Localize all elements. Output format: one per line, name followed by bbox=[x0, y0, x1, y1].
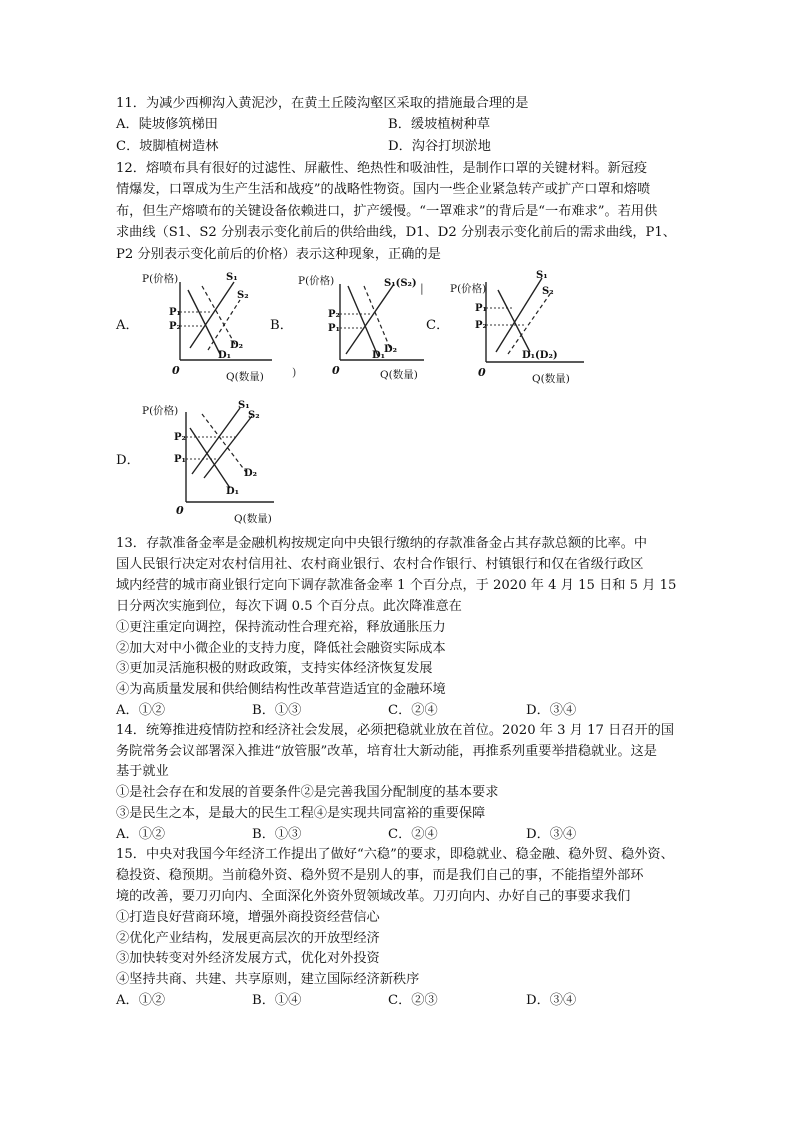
q13-option-b: B．①③ bbox=[252, 703, 302, 718]
q12-option-a-letter: A． bbox=[116, 318, 139, 333]
s1-label: S₁ bbox=[536, 270, 548, 281]
q13-stem-line-2: 国人民银行决定对农村信用社、农村商业银行、农村合作银行、村镇银行和仅在省级行政区 bbox=[116, 557, 644, 572]
q13-option-c: C．②④ bbox=[388, 703, 438, 718]
supply-curve-s1 bbox=[496, 278, 542, 352]
s2-label: S₂ bbox=[542, 286, 554, 297]
s2-label: S₂ bbox=[237, 290, 249, 301]
p-top-label: P₁ bbox=[475, 303, 487, 314]
q15-item-1: ①打造良好营商环境，增强外商投资经营信心 bbox=[116, 910, 380, 925]
q13-item-1: ①更注重定向调控，保持流动性合理充裕，释放通胀压力 bbox=[116, 620, 446, 635]
p-top-label: P₂ bbox=[174, 432, 186, 443]
y-axis-label: P(价格) bbox=[142, 405, 179, 417]
supply-demand-graph-a bbox=[140, 268, 280, 384]
q15-option-c: C．②③ bbox=[388, 993, 438, 1008]
q15-item-3: ③加快转变对外经济发展方式，优化对外投资 bbox=[116, 951, 380, 966]
q12-option-c-letter: C． bbox=[426, 318, 450, 333]
q15-item-4: ④坚持共商、共建、共享原则，建立国际经济新秩序 bbox=[116, 972, 420, 987]
q14-option-d: D．③④ bbox=[526, 827, 577, 842]
p-top-label: P₁ bbox=[169, 307, 181, 318]
s1-label: S₁ bbox=[226, 272, 238, 283]
q15-option-a: A．①② bbox=[116, 993, 166, 1008]
d1-label: D₁ bbox=[372, 350, 386, 361]
q11-option-a: A．陡坡修筑梯田 bbox=[116, 117, 218, 132]
origin-label: 0 bbox=[172, 364, 180, 377]
q12-stem-line-4: 求曲线（S1、S2 分别表示变化前后的供给曲线，D1、D2 分别表示变化前后的需求曲线，P1、 bbox=[116, 225, 676, 240]
d2-label: D₂ bbox=[230, 340, 244, 351]
d1-label: D₁ bbox=[226, 486, 240, 497]
q12-stem-line-5: P2 分别表示变化前后的价格）表示这种现象，正确的是 bbox=[116, 247, 441, 262]
q14-stem-line-3: 基于就业 bbox=[116, 764, 169, 779]
q14-stem-line-2: 务院常务会议部署深入推进“放管服”改革，培育壮大新动能，再推系列重要举措稳就业。这是 bbox=[116, 744, 657, 759]
q13-item-4: ④为高质量发展和供给侧结构性改革营造适宜的金融环境 bbox=[116, 682, 446, 697]
q12-option-b-letter: B． bbox=[270, 318, 293, 333]
supply-curve-s2 bbox=[508, 294, 550, 354]
p-bottom-label: P₁ bbox=[328, 323, 340, 334]
d1-label: D₁ bbox=[218, 350, 232, 361]
supply-demand-graph-b bbox=[294, 270, 434, 384]
q13-option-a: A．①② bbox=[116, 703, 166, 718]
origin-label: 0 bbox=[478, 366, 486, 379]
p-bottom-label: P₂ bbox=[475, 320, 487, 331]
q13-item-2: ②加大对中小微企业的支持力度，降低社会融资实际成本 bbox=[116, 641, 446, 656]
q12-stem-line-3: 布，但生产熔喷布的关键设备依赖进口，扩产缓慢。“一罩难求”的背后是“一布难求”。若用供 bbox=[116, 204, 658, 219]
q13-stem-line-3: 域内经营的城市商业银行定向下调存款准备金率 1 个百分点，于 2020 年 4 月 15 日和 5 月 15 bbox=[116, 578, 677, 593]
d2-label: D₂ bbox=[244, 468, 258, 479]
q11-option-d: D．沟谷打坝淤地 bbox=[388, 139, 491, 154]
q15-stem-line-3: 境的改善，要刀刃向内、全面深化外资外贸领域改革。刀刃向内、办好自己的事要求我们 bbox=[116, 889, 631, 904]
q14-item-2: ③是民生之本，是最大的民生工程④是实现共同富裕的重要保障 bbox=[116, 806, 486, 821]
x-axis-label: Q(数量) bbox=[226, 371, 264, 383]
q15-stem-line-2: 稳投资、稳预期。当前稳外资、稳外贸不是别人的事，而是我们自己的事，不能指望外部环 bbox=[116, 868, 644, 883]
q14-item-1: ①是社会存在和发展的首要条件②是完善我国分配制度的基本要求 bbox=[116, 785, 499, 800]
q11-option-b: B．缓坡植树种草 bbox=[388, 117, 491, 132]
d2-label: D₂ bbox=[384, 344, 398, 355]
y-axis-label: P(价格) bbox=[142, 273, 179, 285]
q12-option-d-letter: D． bbox=[116, 453, 140, 468]
d-label: D₁(D₂) bbox=[522, 350, 558, 361]
x-axis-label: Q(数量) bbox=[380, 369, 418, 381]
q11-option-c: C．坡脚植树造林 bbox=[116, 139, 219, 154]
q14-option-c: C．②④ bbox=[388, 827, 438, 842]
q15-option-b: B．①④ bbox=[252, 993, 302, 1008]
q15-option-d: D．③④ bbox=[526, 993, 577, 1008]
s1-label: S₁ bbox=[238, 400, 250, 411]
p-bottom-label: P₁ bbox=[174, 454, 186, 465]
q15-stem-line-1: 15．中央对我国今年经济工作提出了做好“六稳”的要求，即稳就业、稳金融、稳外贸、稳外资、 bbox=[116, 847, 674, 862]
q14-option-a: A．①② bbox=[116, 827, 166, 842]
s2-label: S₂ bbox=[248, 410, 260, 421]
q12-stem-line-1: 12．熔喷布具有很好的过滤性、屏蔽性、绝热性和吸油性，是制作口罩的关键材料。新冠疫 bbox=[116, 161, 648, 176]
q11-stem: 11．为减少西柳沟入黄泥沙，在黄土丘陵沟壑区采取的措施最合理的是 bbox=[116, 96, 529, 111]
x-axis-label: Q(数量) bbox=[234, 513, 272, 524]
demand-curve-d2 bbox=[202, 286, 236, 346]
supply-demand-graph-c bbox=[446, 266, 596, 386]
y-axis-label: P(价格) bbox=[450, 283, 487, 295]
origin-label: 0 bbox=[176, 504, 184, 517]
q13-item-3: ③更加灵活施积极的财政政策，支持实体经济恢复发展 bbox=[116, 661, 433, 676]
demand-curve-d bbox=[498, 290, 530, 352]
q15-item-2: ②优化产业结构，发展更高层次的开放型经济 bbox=[116, 931, 380, 946]
q12-stem-line-2: 情爆发，口罩成为生产生活和战疫”的战略性物资。国内一些企业紧急转产或扩产口罩和熔喷 bbox=[116, 182, 651, 197]
y-axis-label: P(价格) bbox=[298, 275, 335, 287]
q14-option-b: B．①③ bbox=[252, 827, 302, 842]
p-top-label: P₂ bbox=[328, 309, 340, 320]
s-label: S₁(S₂) bbox=[384, 278, 417, 289]
p-bottom-label: P₂ bbox=[169, 321, 181, 332]
supply-demand-graph-d bbox=[140, 396, 280, 524]
x-axis-label: Q(数量) bbox=[532, 373, 570, 385]
q13-stem-line-1: 13．存款准备金率是金融机构按规定向中央银行缴纳的存款准备金占其存款总额的比率。中 bbox=[116, 536, 648, 551]
q13-stem-line-4: 日分两次实施到位，每次下调 0.5 个百分点。此次降准意在 bbox=[116, 599, 462, 614]
q14-stem-line-1: 14．统筹推进疫情防控和经济社会发展，必须把稳就业放在首位。2020 年 3 月 17 日召开的国 bbox=[116, 723, 675, 738]
q13-option-d: D．③④ bbox=[526, 703, 577, 718]
origin-label: 0 bbox=[332, 364, 340, 377]
demand-curve-d2 bbox=[202, 414, 246, 472]
